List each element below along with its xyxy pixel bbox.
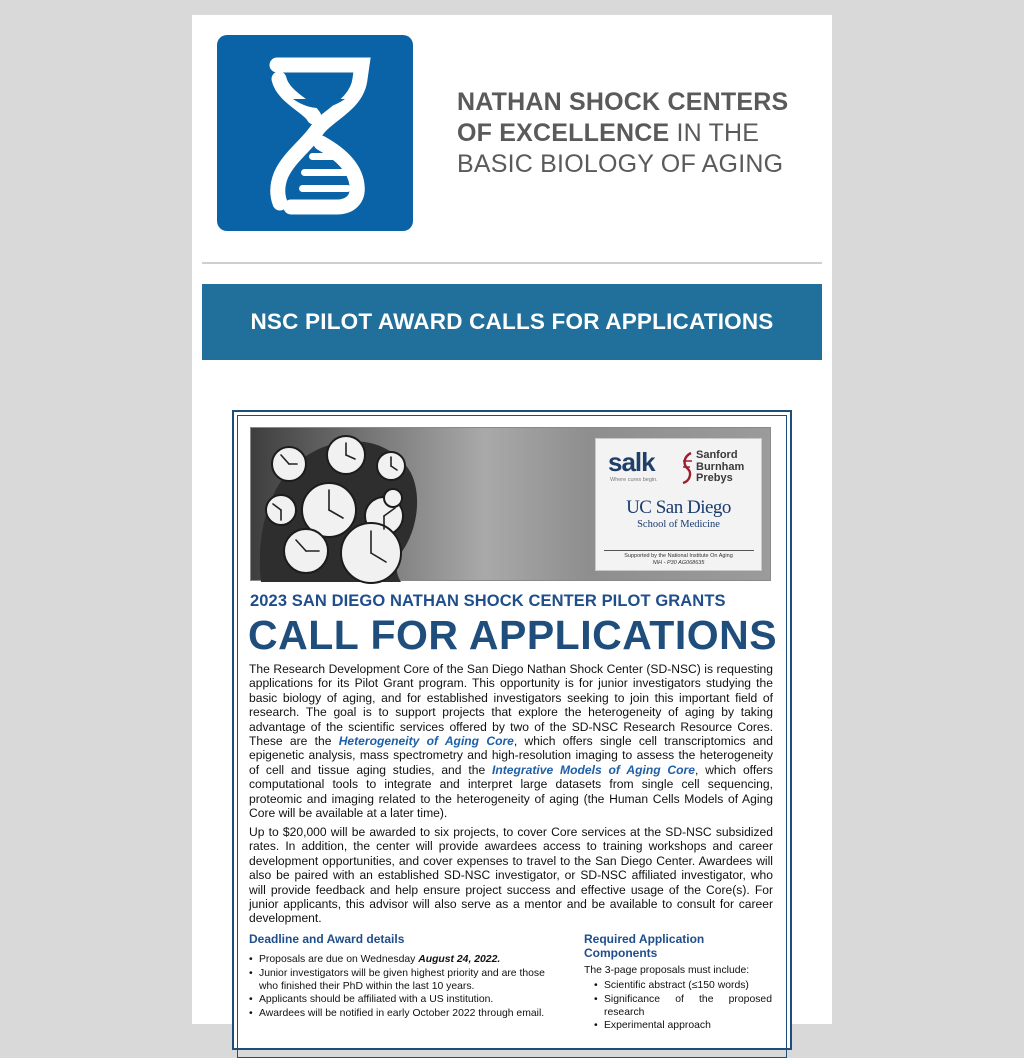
dna-hourglass-icon <box>217 35 413 231</box>
deadline-list <box>249 953 559 1020</box>
salk-logo: salk <box>608 447 655 477</box>
list-item: • Junior investigators will be given highest priority and are those who finished their PhD within the last 10 years. <box>249 967 559 993</box>
org-line2: OF EXCELLENCE <box>457 119 670 147</box>
section-banner: NSC PILOT AWARD CALLS FOR APPLICATIONS <box>202 284 822 360</box>
sbp-line2: Burnham <box>696 460 745 473</box>
deadline-heading: Deadline and Award details <box>249 932 405 946</box>
org-line3: BASIC BIOLOGY OF AGING <box>457 150 784 178</box>
list-item: • Proposals are due on Wednesday August 24, 2022. <box>249 953 559 966</box>
flyer-hero-image <box>250 427 771 581</box>
intro-text-c: , which offers computational tools to integrate and interpret large datasets from single cell sequencing, proteomic and imaging related to the heterogeneity of aging (the Human Cells Models of Aging Core will be available at a later time). <box>249 762 773 821</box>
org-line1: NATHAN SHOCK CENTERS <box>457 88 789 116</box>
sbp-line1: Sanford <box>696 449 738 461</box>
list-item: • Significance of the proposed research <box>594 993 772 1019</box>
list-item: • Scientific abstract (≤150 words) <box>594 979 772 992</box>
sponsor-logos <box>595 438 762 571</box>
org-line2-rest: IN THE <box>669 119 760 147</box>
integrative-core-link: Integrative Models of Aging Core <box>492 762 695 777</box>
award-paragraph: Up to $20,000 will be awarded to six projects, to cover Core services at the SD-NSC subsidized rates. In addition, the center will provide awardees access to training workshops and career development opportunities, and cover expenses to travel to the San Diego Center. Awardees will also be paired with an established SD-NSC investigator, or SD-NSC affiliated investigator, who will provide feedback and help ensure project success and effective usage of the Core(s). For junior applicants, this advisor will also serve as a mentor and be available to consult for career development. <box>249 825 773 926</box>
flyer-headline: CALL FOR APPLICATIONS <box>248 612 778 658</box>
ucsd-logo: UC San Diego <box>626 497 731 518</box>
org-name <box>457 87 817 180</box>
list-item: • Applicants should be affiliated with a US institution. <box>249 993 559 1006</box>
intro-paragraph <box>249 662 773 820</box>
list-item: • Experimental approach <box>594 1019 772 1032</box>
intro-text-a: The Research Development Core of the San Diego Nathan Shock Center (SD-NSC) is requesting applications for its Pilot Grant program. This opportunity is for junior investigators studying the basic biology of aging, and for established investigators seeking to join this important field of research. The goal is to support projects that explore the heterogeneity of aging by taking advantage of the scientific services offered by two of the SD-NSC Research Resource Cores. These are the <box>249 662 773 749</box>
newsletter-page <box>192 15 832 1031</box>
support-divider <box>604 550 754 551</box>
nsc-logo[interactable] <box>217 35 413 231</box>
ucsd-school: School of Medicine <box>637 519 720 530</box>
heterogeneity-core-link: Heterogeneity of Aging Core <box>338 734 514 749</box>
salk-tagline: Where cures begin. <box>610 477 658 483</box>
sbp-line3: Prebys <box>696 472 733 484</box>
list-item: • Awardees will be notified in early October 2022 through email. <box>249 1007 559 1020</box>
sbp-logo <box>696 450 744 485</box>
support-text: Supported by the National Institute On Aging <box>624 553 733 559</box>
grant-number: NIH - P30 AG068635 <box>652 560 705 566</box>
flyer-subheading: 2023 SAN DIEGO NATHAN SHOCK CENTER PILOT GRANTS <box>250 592 726 610</box>
sbp-mark-icon <box>680 451 694 485</box>
intro-text-b: , which offers single cell transcriptomics and epigenetic analysis, mass spectrometry and high-resolution imaging to assess the heterogeneity of cell and tissue aging studies, and the <box>249 734 773 777</box>
header-divider <box>202 262 822 264</box>
flyer-image[interactable] <box>232 410 792 1050</box>
required-list <box>594 979 772 1033</box>
required-heading: Required Application Components <box>584 932 705 960</box>
required-intro: The 3-page proposals must include: <box>584 965 750 976</box>
